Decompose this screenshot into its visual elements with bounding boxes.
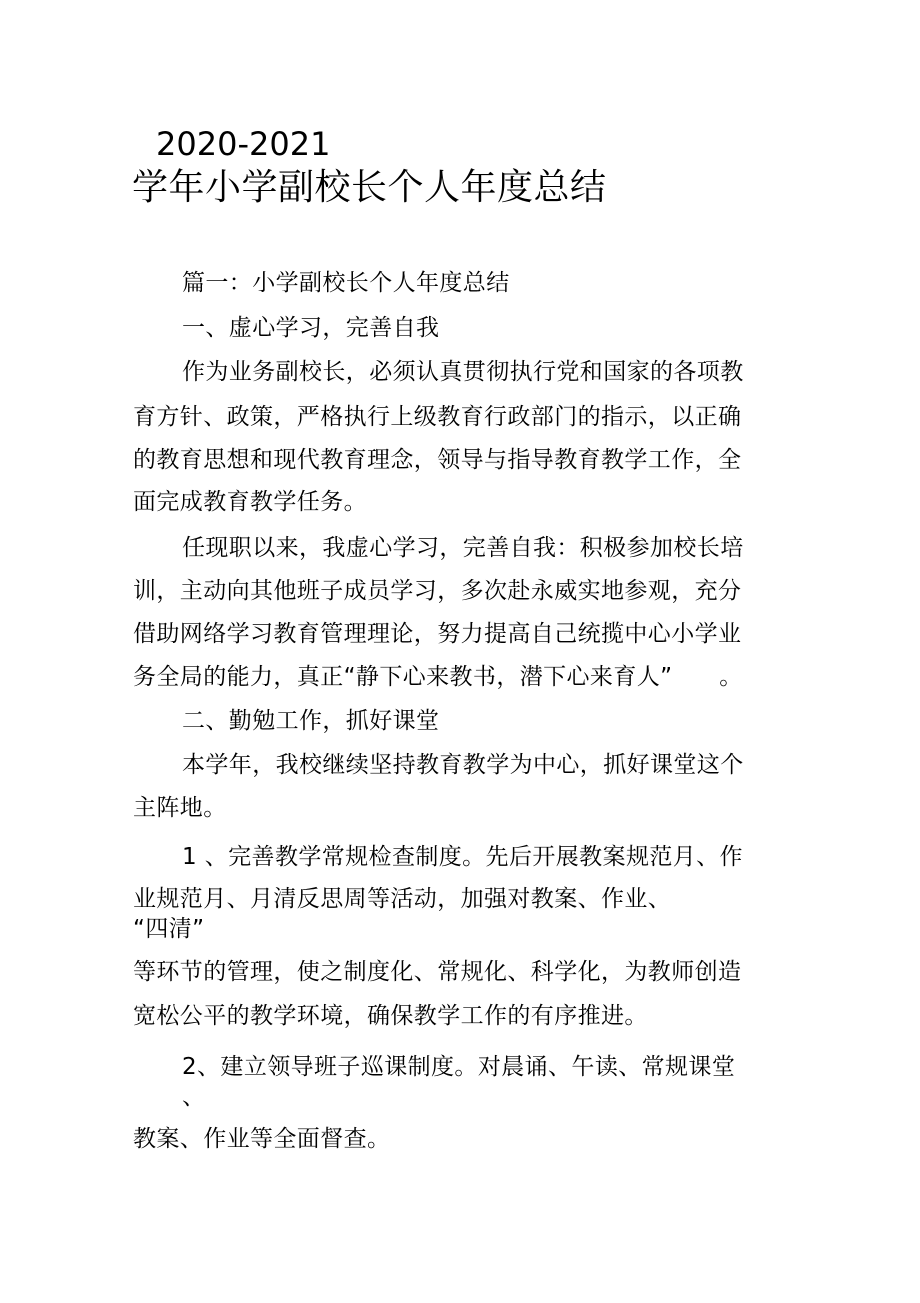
paragraph-line: 的教育思想和现代教育理念，领导与指导教育教学工作，全: [133, 447, 742, 473]
paragraph-line: 、: [182, 1084, 206, 1110]
paragraph-line: 育方针、政策，严格执行上级教育行政部门的指示，以正确: [133, 404, 742, 430]
paragraph-line: 训，主动向其他班子成员学习，多次赴永威实地参观，充分: [133, 578, 742, 604]
paragraph-line: 作为业务副校长，必须认真贯彻执行党和国家的各项教: [182, 359, 744, 385]
paragraph-line: 业规范月、月清反思周等活动，加强对教案、作业、: [133, 886, 672, 912]
paragraph-line: 教案、作业等全面督查。: [133, 1126, 391, 1152]
document-title: 学年小学副校长个人年度总结: [132, 167, 607, 208]
paragraph-line: 宽松公平的教学环境，确保教学工作的有序推进。: [133, 1003, 648, 1029]
paragraph-line: 借助网络学习教育管理理论，努力提高自己统揽中心小学业: [133, 621, 742, 647]
paragraph-line: 本学年，我校继续坚持教育教学为中心，抓好课堂这个: [182, 752, 744, 778]
section-heading-part-one: 篇一：小学副校长个人年度总结: [182, 270, 510, 296]
paragraph-line: 务全局的能力，真正“静下心来教书，潜下心来育人” 。: [133, 664, 743, 690]
title-year: 2020-2021: [156, 125, 331, 163]
paragraph-line: 1 、完善教学常规检查制度。先后开展教案规范月、作: [182, 844, 743, 870]
section-heading-2: 二、勤勉工作，抓好课堂: [182, 708, 440, 734]
paragraph-line: “四清”: [133, 916, 205, 942]
paragraph-line: 主阵地。: [133, 795, 227, 821]
paragraph-line: 2、建立领导班子巡课制度。对晨诵、午读、常规课堂: [182, 1054, 736, 1080]
paragraph-line: 等环节的管理，使之制度化、常规化、科学化，为教师创造: [133, 959, 742, 985]
section-heading-1: 一、虚心学习，完善自我: [182, 315, 440, 341]
paragraph-line: 面完成教育教学任务。: [133, 489, 367, 515]
paragraph-line: 任现职以来，我虚心学习，完善自我：积极参加校长培: [182, 535, 744, 561]
